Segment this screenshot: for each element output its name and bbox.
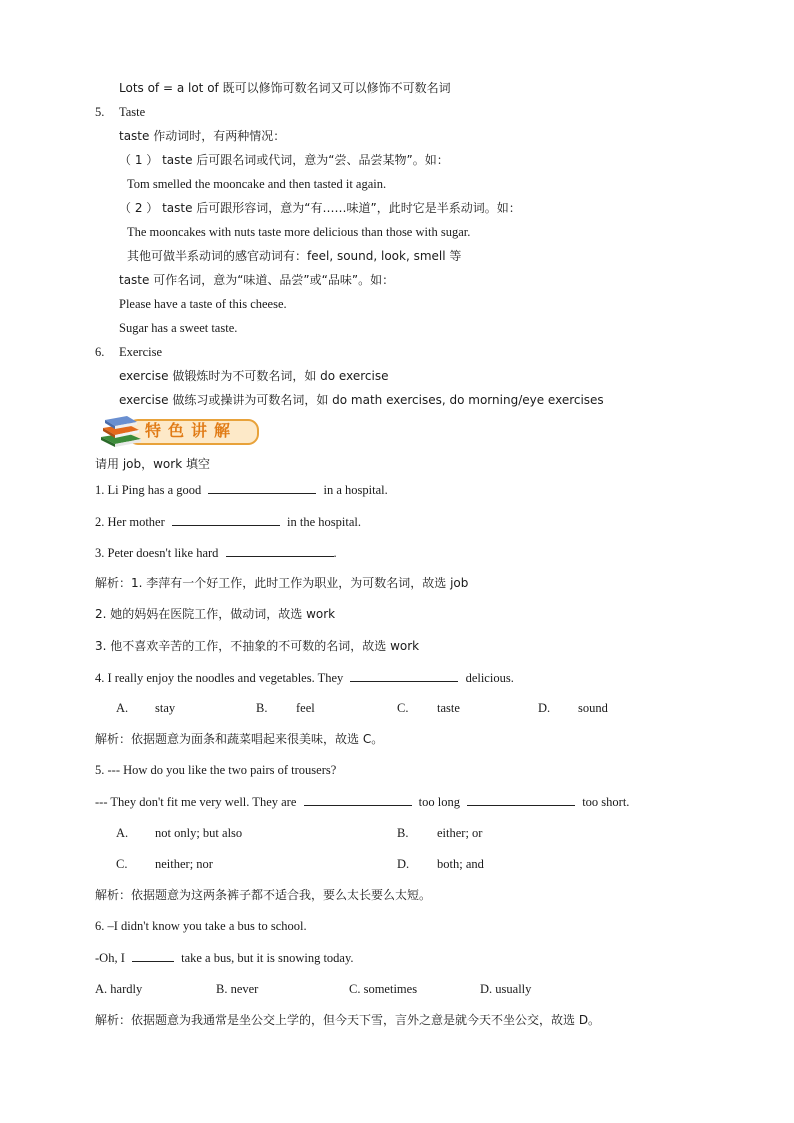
q6-option-b: B. never [216, 982, 259, 996]
question-5-line-2 [95, 793, 629, 810]
instruction: 请用 job，work 填空 [95, 457, 210, 471]
question-4 [95, 669, 514, 686]
answer-5: 解析：依据题意为这两条裤子都不适合我，要么太长要么太短。 [95, 888, 432, 902]
answer-4: 解析：依据题意为面条和蔬菜唱起来很美味，故选 C。 [95, 732, 384, 746]
q5-option-b-letter: B. [397, 826, 409, 840]
q5-option-a-text: not only; but also [155, 826, 243, 840]
q5-option-d-letter: D. [397, 857, 410, 871]
question-1 [95, 481, 388, 498]
q5-option-a-letter: A. [116, 826, 129, 840]
q6-blank[interactable] [132, 949, 174, 962]
answer-1: 解析：1. 李萍有一个好工作，此时工作为职业，为可数名词，故选 job [95, 576, 469, 590]
q6-text-after: take a bus, but it is snowing today. [181, 951, 354, 965]
q5-blank-2[interactable] [467, 793, 575, 806]
taste-note-2: （ 1 ） taste 后可跟名词或代词，意为“尝、品尝某物”。如： [119, 153, 449, 167]
q2-blank[interactable] [172, 513, 280, 526]
taste-note-4: 其他可做半系动词的感官动词有：feel, sound, look, smell 等 [127, 249, 462, 263]
q4-option-b-letter: B. [256, 701, 268, 715]
q1-text-after: in a hospital. [323, 483, 388, 497]
taste-note-5: taste 可作名词，意为“味道、品尝”或“品味”。如： [119, 273, 395, 287]
item-6-number: 6. [95, 345, 105, 359]
answer-6: 解析：依据题意为我通常是坐公交上学的，但今天下雪，言外之意是就今天不坐公交，故选 D。 [95, 1013, 601, 1027]
q2-text-after: in the hospital. [287, 515, 361, 529]
q4-blank[interactable] [350, 669, 458, 682]
q5-option-c-text: neither; nor [155, 857, 213, 871]
taste-example-4: Sugar has a sweet taste. [119, 321, 238, 335]
item-5-number: 5. [95, 105, 105, 119]
taste-example-3: Please have a taste of this cheese. [119, 297, 287, 311]
taste-note-3: （ 2 ） taste 后可跟形容词，意为“有……味道”，此时它是半系动词。如： [119, 201, 521, 215]
q3-text-after: . [333, 546, 337, 560]
question-6-line-1: 6. –I didn't know you take a bus to school. [95, 919, 307, 933]
q6-option-d: D. usually [480, 982, 532, 996]
lots-of-note: Lots of = a lot of 既可以修饰可数名词又可以修饰不可数名词 [119, 81, 451, 95]
item-6-title: Exercise [119, 345, 163, 359]
taste-example-1: Tom smelled the mooncake and then tasted it again. [127, 177, 387, 191]
q3-blank[interactable] [226, 544, 334, 557]
q4-text-before: 4. I really enjoy the noodles and vegetables. They [95, 671, 344, 685]
answer-3: 3. 他不喜欢辛苦的工作，不抽象的不可数的名词，故选 work [95, 639, 420, 653]
q6-option-c: C. sometimes [349, 982, 418, 996]
q1-text-before: 1. Li Ping has a good [95, 483, 202, 497]
answer-2: 2. 她的妈妈在医院工作，做动词，故选 work [95, 607, 336, 621]
q6-text-before: -Oh, I [95, 951, 125, 965]
q5-option-b-text: either; or [437, 826, 483, 840]
q6-option-a: A. hardly [95, 982, 143, 996]
q5-option-c-letter: C. [116, 857, 128, 871]
question-5-line-1: 5. --- How do you like the two pairs of trousers? [95, 763, 337, 777]
q4-option-c-text: taste [437, 701, 460, 715]
q5-text-before: --- They don't fit me very well. They are [95, 795, 297, 809]
q3-text-before: 3. Peter doesn't like hard [95, 546, 219, 560]
q4-option-b-text: feel [296, 701, 315, 715]
books-icon [97, 411, 147, 449]
q5-text-after: too short. [582, 795, 630, 809]
q5-text-middle: too long [418, 795, 460, 809]
q4-option-c-letter: C. [397, 701, 409, 715]
taste-example-2: The mooncakes with nuts taste more delicious than those with sugar. [127, 225, 471, 239]
q4-text-after: delicious. [465, 671, 514, 685]
taste-note-1: taste 作动词时，有两种情况： [119, 129, 286, 143]
question-3 [95, 544, 337, 561]
q4-option-d-letter: D. [538, 701, 551, 715]
section-banner [97, 411, 262, 449]
question-6-line-2 [95, 949, 354, 966]
exercise-note-1: exercise 做锻炼时为不可数名词，如 do exercise [119, 369, 389, 383]
q4-option-a-text: stay [155, 701, 176, 715]
q1-blank[interactable] [208, 481, 316, 494]
question-2 [95, 513, 361, 530]
q2-text-before: 2. Her mother [95, 515, 165, 529]
q5-option-d-text: both; and [437, 857, 484, 871]
item-5-title: Taste [119, 105, 146, 119]
q5-blank-1[interactable] [304, 793, 412, 806]
exercise-note-2: exercise 做练习或操讲为可数名词，如 do math exercises, do morning/eye exercises [119, 393, 604, 407]
q4-option-d-text: sound [578, 701, 608, 715]
banner-label: 特色讲解 [145, 421, 238, 440]
q4-option-a-letter: A. [116, 701, 129, 715]
